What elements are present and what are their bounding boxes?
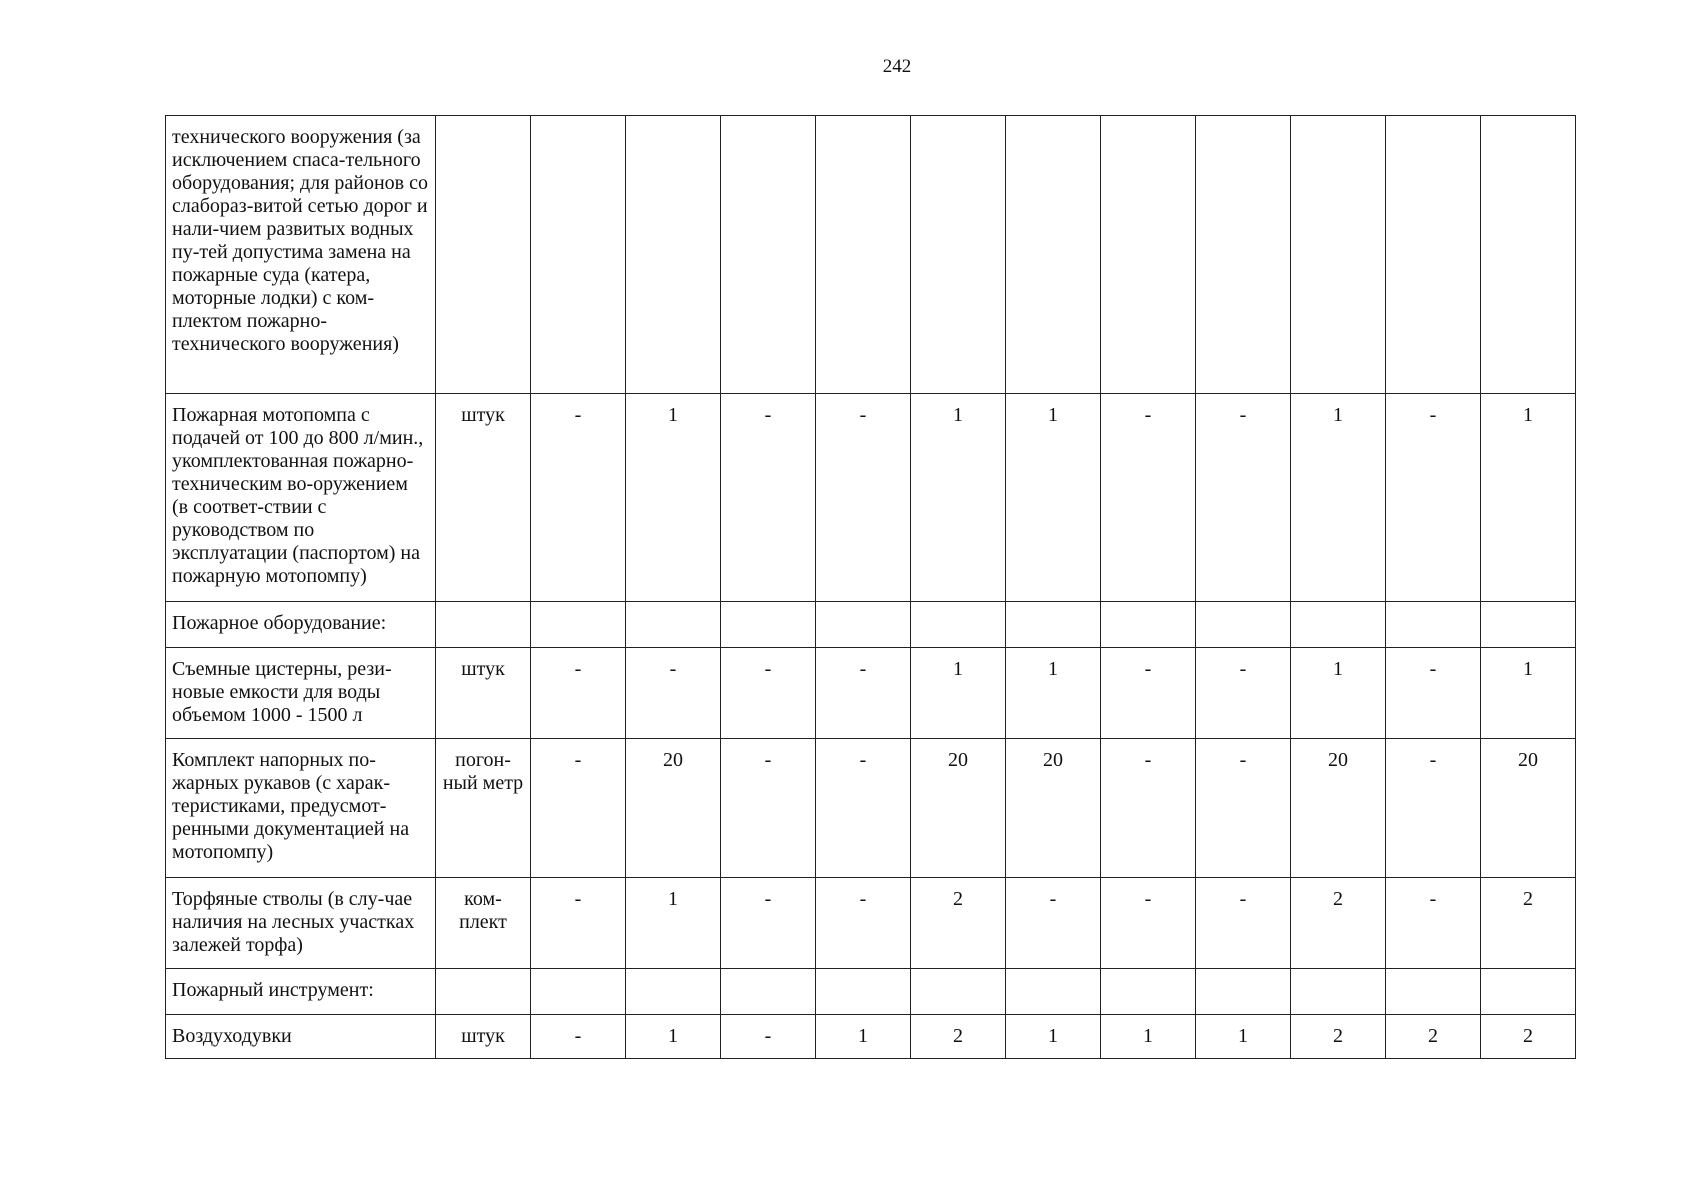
value-cell: - <box>1196 394 1291 602</box>
value-cell <box>1196 602 1291 648</box>
value-cell: - <box>531 648 626 739</box>
value-cell: - <box>531 878 626 969</box>
value-cell <box>1481 602 1576 648</box>
item-name-cell: Торфяные стволы (в слу-чае наличия на лесных участках залежей торфа) <box>166 878 436 969</box>
value-cell: - <box>1386 648 1481 739</box>
value-cell <box>816 602 911 648</box>
table-row <box>166 602 1576 648</box>
table-row <box>166 1015 1576 1059</box>
value-cell <box>721 116 816 394</box>
value-cell: 1 <box>1006 648 1101 739</box>
value-cell <box>1386 116 1481 394</box>
value-cell: 1 <box>1481 394 1576 602</box>
value-cell: 20 <box>1481 739 1576 878</box>
value-cell: - <box>1101 648 1196 739</box>
item-name-cell: Пожарная мотопомпа с подачей от 100 до 800 л/мин., укомплектованная пожарно-техническим во-оружением (в соответ-ствии с руководством по эксплуатации (паспортом) на пожарную мотопомпу) <box>166 394 436 602</box>
value-cell: - <box>816 878 911 969</box>
value-cell: 1 <box>1196 1015 1291 1059</box>
value-cell: 1 <box>626 878 721 969</box>
value-cell <box>1101 602 1196 648</box>
value-cell <box>721 969 816 1015</box>
value-cell: - <box>1386 739 1481 878</box>
value-cell: - <box>626 648 721 739</box>
page-number: 242 <box>882 56 912 77</box>
value-cell: - <box>1101 394 1196 602</box>
value-cell: - <box>1386 878 1481 969</box>
item-name-cell: технического вооружения (за исключением спаса-тельного оборудования; для районов со слабораз-витой сетью дорог и нали-чием развитых водных пу-тей допустима замена на пожарные суда (катера, моторные лодки) с ком-плектом пожарно-технического вооружения) <box>166 116 436 394</box>
value-cell: - <box>816 739 911 878</box>
item-name-cell: Воздуходувки <box>166 1015 436 1059</box>
value-cell <box>1291 116 1386 394</box>
unit-cell <box>436 602 531 648</box>
table-row <box>166 739 1576 878</box>
value-cell: 1 <box>1006 394 1101 602</box>
value-cell <box>1196 116 1291 394</box>
value-cell: 1 <box>626 1015 721 1059</box>
value-cell <box>721 602 816 648</box>
value-cell <box>1101 969 1196 1015</box>
unit-cell: штук <box>436 394 531 602</box>
value-cell <box>1386 602 1481 648</box>
value-cell <box>1101 116 1196 394</box>
table-row <box>166 394 1576 602</box>
value-cell: 2 <box>1481 1015 1576 1059</box>
item-name-cell: Съемные цистерны, рези-новые емкости для воды объемом 1000 - 1500 л <box>166 648 436 739</box>
value-cell <box>626 969 721 1015</box>
table-row <box>166 969 1576 1015</box>
unit-cell <box>436 969 531 1015</box>
value-cell: 1 <box>1291 394 1386 602</box>
value-cell: 20 <box>1291 739 1386 878</box>
value-cell: 20 <box>911 739 1006 878</box>
value-cell <box>1006 602 1101 648</box>
table-body <box>166 116 1576 1059</box>
value-cell <box>1481 116 1576 394</box>
value-cell <box>626 602 721 648</box>
equipment-table <box>165 115 1576 1059</box>
value-cell: 1 <box>911 394 1006 602</box>
value-cell: 1 <box>626 394 721 602</box>
item-name-cell: Пожарное оборудование: <box>166 602 436 648</box>
table-row <box>166 116 1576 394</box>
value-cell: 2 <box>911 878 1006 969</box>
value-cell <box>1006 116 1101 394</box>
value-cell: 2 <box>911 1015 1006 1059</box>
value-cell: - <box>531 739 626 878</box>
value-cell <box>531 116 626 394</box>
value-cell: - <box>1386 394 1481 602</box>
value-cell <box>531 969 626 1015</box>
value-cell: 1 <box>1006 1015 1101 1059</box>
value-cell: - <box>1101 739 1196 878</box>
value-cell: - <box>816 394 911 602</box>
unit-cell: погон-ный метр <box>436 739 531 878</box>
value-cell <box>911 969 1006 1015</box>
value-cell <box>816 116 911 394</box>
value-cell <box>1196 969 1291 1015</box>
table-row <box>166 648 1576 739</box>
value-cell <box>911 602 1006 648</box>
value-cell: 1 <box>1101 1015 1196 1059</box>
value-cell <box>1291 602 1386 648</box>
unit-cell <box>436 116 531 394</box>
item-name-cell: Комплект напорных по-жарных рукавов (с харак-теристиками, предусмот-ренными документацией на мотопомпу) <box>166 739 436 878</box>
value-cell: 1 <box>816 1015 911 1059</box>
value-cell: 1 <box>911 648 1006 739</box>
value-cell <box>1006 969 1101 1015</box>
value-cell: - <box>1196 648 1291 739</box>
value-cell <box>626 116 721 394</box>
unit-cell: штук <box>436 648 531 739</box>
value-cell: - <box>531 1015 626 1059</box>
value-cell <box>1291 969 1386 1015</box>
unit-cell: штук <box>436 1015 531 1059</box>
value-cell: - <box>1196 739 1291 878</box>
value-cell: 2 <box>1291 1015 1386 1059</box>
value-cell: 1 <box>1481 648 1576 739</box>
value-cell: - <box>721 739 816 878</box>
value-cell: - <box>721 1015 816 1059</box>
item-name-cell: Пожарный инструмент: <box>166 969 436 1015</box>
value-cell: - <box>1196 878 1291 969</box>
value-cell <box>816 969 911 1015</box>
value-cell: - <box>721 878 816 969</box>
value-cell: - <box>1101 878 1196 969</box>
value-cell <box>1386 969 1481 1015</box>
value-cell: 2 <box>1481 878 1576 969</box>
value-cell: - <box>1006 878 1101 969</box>
unit-cell: ком-плект <box>436 878 531 969</box>
value-cell <box>531 602 626 648</box>
value-cell: - <box>721 394 816 602</box>
value-cell: - <box>531 394 626 602</box>
value-cell <box>1481 969 1576 1015</box>
table-row <box>166 878 1576 969</box>
value-cell: - <box>721 648 816 739</box>
value-cell: 20 <box>626 739 721 878</box>
value-cell: 2 <box>1386 1015 1481 1059</box>
value-cell: 20 <box>1006 739 1101 878</box>
value-cell: 1 <box>1291 648 1386 739</box>
value-cell: - <box>816 648 911 739</box>
value-cell: 2 <box>1291 878 1386 969</box>
value-cell <box>911 116 1006 394</box>
